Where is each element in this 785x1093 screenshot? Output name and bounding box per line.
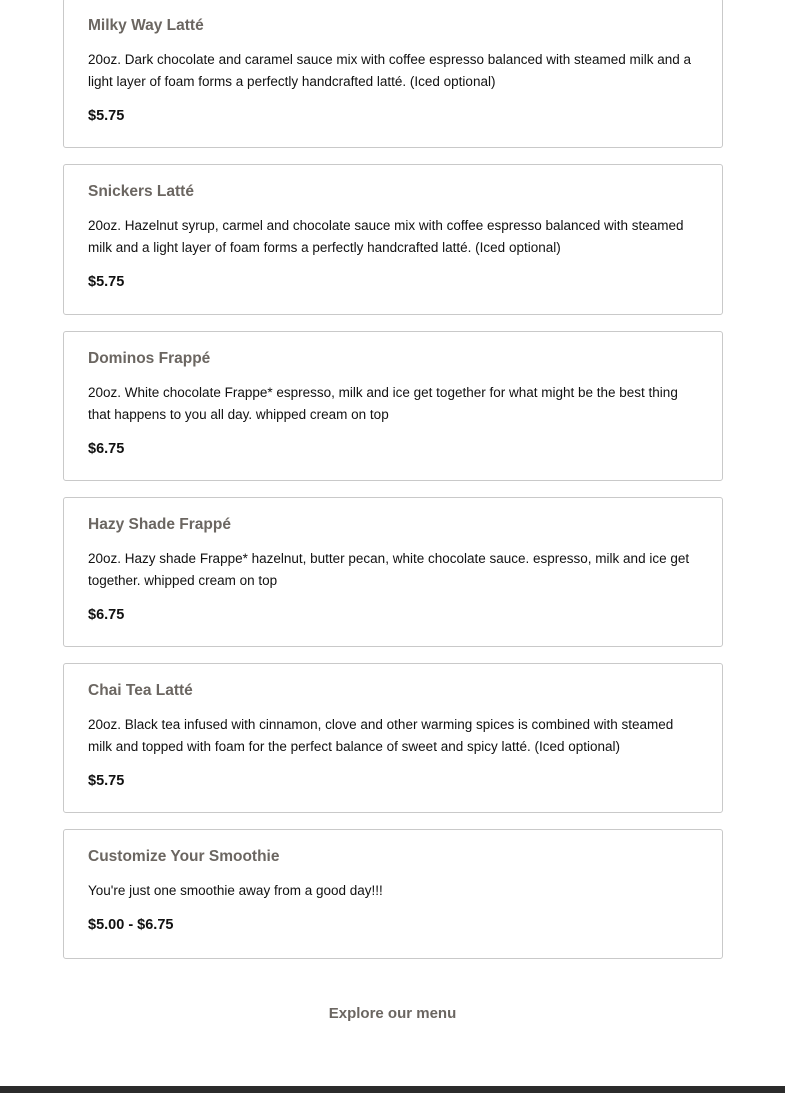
menu-item-description: 20oz. Dark chocolate and caramel sauce mix with coffee espresso balanced with steamed milk and a light layer of foam forms a perfectly handcrafted latté. (Iced optional) [88, 52, 692, 89]
menu-item-price: $5.00 - $6.75 [88, 917, 174, 933]
menu-item-card[interactable] [63, 0, 723, 148]
explore-menu-link[interactable]: Explore our menu [328, 1005, 457, 1022]
menu-item-description: 20oz. White chocolate Frappe* espresso, milk and ice get together for what might be the best thing that happens to you all day. whipped cream on top [88, 385, 678, 422]
menu-item-name: Milky Way Latté [88, 17, 204, 34]
menu-item-card[interactable] [63, 829, 723, 959]
menu-item-price: $5.75 [88, 108, 125, 124]
menu-item-card[interactable] [63, 331, 723, 481]
footer-bar [0, 1086, 785, 1093]
menu-item-name: Dominos Frappé [88, 350, 211, 367]
menu-item-card[interactable] [63, 164, 723, 315]
menu-item-name: Snickers Latté [88, 183, 194, 200]
menu-item-price: $6.75 [88, 607, 125, 623]
menu-item-description: 20oz. Hazelnut syrup, carmel and chocolate sauce mix with coffee espresso balanced with steamed milk and a light layer of foam forms a perfectly handcrafted latté. (Iced optional) [88, 218, 684, 255]
menu-item-list [63, 0, 723, 975]
menu-item-card[interactable] [63, 497, 723, 647]
menu-item-name: Hazy Shade Frappé [88, 516, 231, 533]
menu-item-price: $5.75 [88, 773, 125, 789]
menu-item-description: You're just one smoothie away from a good day!!! [88, 883, 383, 898]
menu-item-description: 20oz. Hazy shade Frappe* hazelnut, butter pecan, white chocolate sauce. espresso, milk and ice get together. whipped cream on top [88, 551, 690, 588]
menu-item-description: 20oz. Black tea infused with cinnamon, clove and other warming spices is combined with steamed milk and topped with foam for the perfect balance of sweet and spicy latté. (Iced optional) [88, 717, 674, 754]
menu-item-card[interactable] [63, 663, 723, 813]
menu-item-price: $6.75 [88, 441, 125, 457]
menu-item-price: $5.75 [88, 274, 125, 290]
menu-item-name: Chai Tea Latté [88, 682, 193, 699]
menu-item-name: Customize Your Smoothie [88, 848, 280, 865]
